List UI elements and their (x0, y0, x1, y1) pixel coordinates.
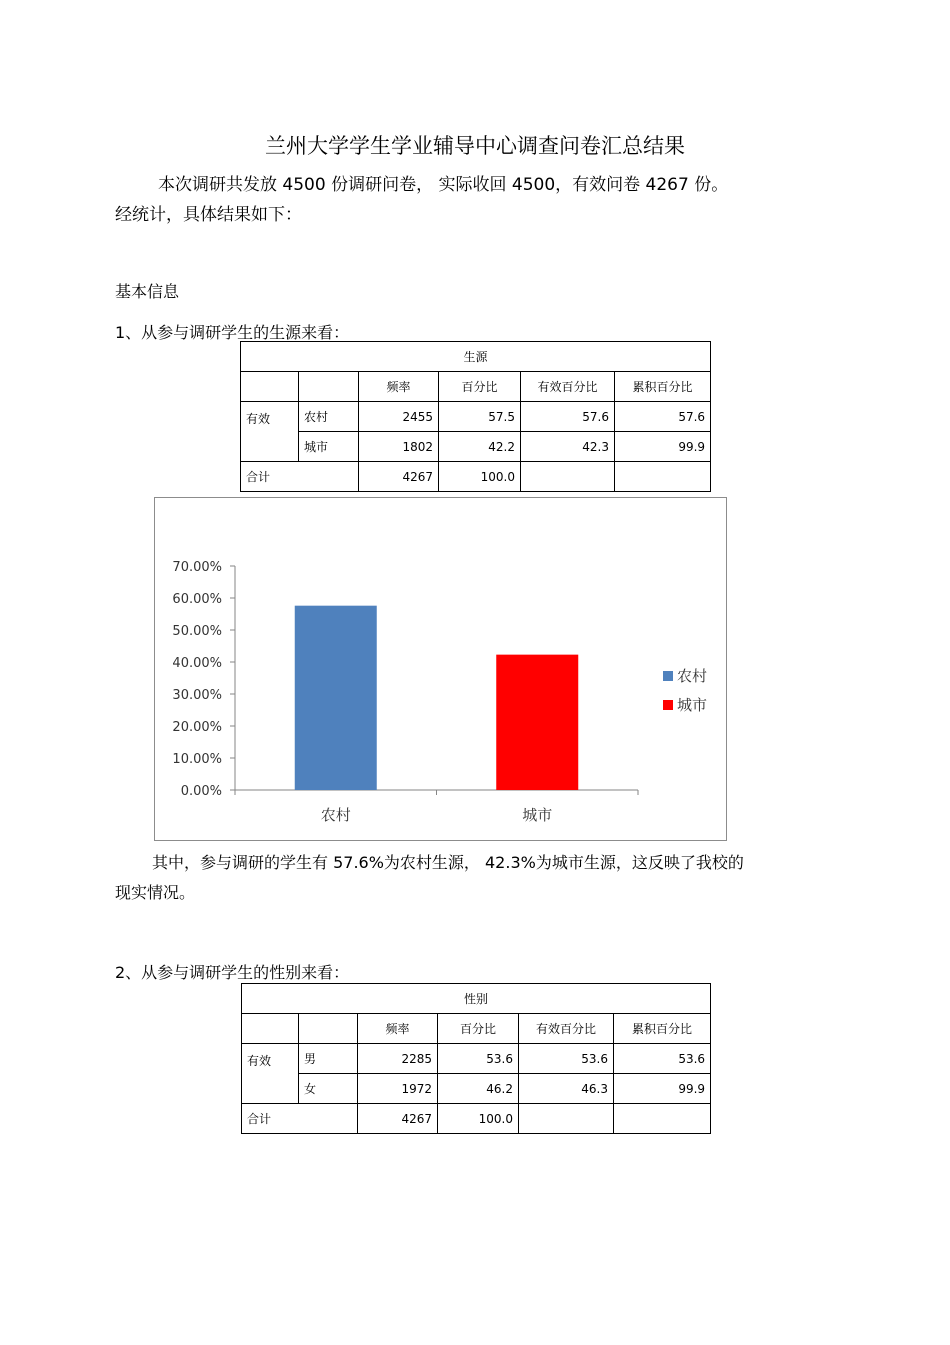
table-cell: 2285 (358, 1044, 438, 1074)
table-cell: 46.2 (438, 1074, 519, 1104)
col-header: 累积百分比 (614, 1014, 711, 1044)
table-caption: 生源 (241, 342, 711, 372)
y-tick-label: 60.00% (172, 592, 222, 607)
gender-table (241, 983, 711, 1134)
col-header: 频率 (359, 372, 439, 402)
table-row (241, 402, 711, 432)
origin-table (240, 341, 711, 492)
section1-conclusion: 其中，参与调研的学生有 57.6%为农村生源， 42.3%为城市生源，这反映了我校的 (152, 853, 744, 872)
total-label: 合计 (242, 1104, 358, 1134)
table-cell (521, 462, 615, 492)
bar-rural (295, 606, 377, 790)
bar-urban (496, 655, 578, 790)
table-cell: 100.0 (439, 462, 521, 492)
table-row (242, 1044, 711, 1074)
table-cell: 53.6 (614, 1044, 711, 1074)
table-cell: 42.3 (521, 432, 615, 462)
page-title: 兰州大学学生学业辅导中心调查问卷汇总结果 (265, 134, 685, 158)
table-cell: 53.6 (438, 1044, 519, 1074)
table-cell: 1972 (358, 1074, 438, 1104)
total-label: 合计 (241, 462, 359, 492)
table-cell: 1802 (359, 432, 439, 462)
table-cell: 100.0 (438, 1104, 519, 1134)
origin-bar-chart (154, 497, 727, 841)
x-category-label: 城市 (522, 806, 553, 824)
table-total-row (242, 1104, 711, 1134)
section1-heading: 1、从参与调研学生的生源来看： (115, 323, 350, 342)
intro-paragraph-cont: 经统计，具体结果如下： (115, 205, 302, 225)
row-label: 女 (299, 1074, 358, 1104)
basic-info-heading: 基本信息 (115, 282, 180, 301)
table-cell (614, 1104, 711, 1134)
row-label: 农村 (299, 402, 359, 432)
x-category-label: 农村 (320, 806, 351, 824)
y-tick-label: 10.00% (172, 752, 222, 767)
y-tick-label: 50.00% (172, 624, 222, 639)
table-cell: 42.2 (439, 432, 521, 462)
table-cell: 57.6 (521, 402, 615, 432)
table-cell: 99.9 (615, 432, 711, 462)
table-caption: 性别 (242, 984, 711, 1014)
group-label: 有效 (241, 402, 299, 462)
section1-conclusion-cont: 现实情况。 (115, 883, 196, 902)
table-cell (519, 1104, 614, 1134)
y-tick-label: 0.00% (180, 784, 222, 799)
table-cell: 57.6 (615, 402, 711, 432)
table-cell: 4267 (359, 462, 439, 492)
table-cell: 99.9 (614, 1074, 711, 1104)
table-total-row (241, 462, 711, 492)
col-header: 有效百分比 (519, 1014, 614, 1044)
col-header: 百分比 (439, 372, 521, 402)
col-header: 有效百分比 (521, 372, 615, 402)
table-cell: 53.6 (519, 1044, 614, 1074)
legend-swatch (663, 700, 673, 710)
legend-swatch (663, 671, 673, 681)
row-label: 城市 (299, 432, 359, 462)
table-cell: 46.3 (519, 1074, 614, 1104)
y-tick-label: 70.00% (172, 560, 222, 575)
table-row (241, 432, 711, 462)
col-header: 频率 (358, 1014, 438, 1044)
group-label: 有效 (242, 1044, 299, 1104)
table-cell: 2455 (359, 402, 439, 432)
table-cell (615, 462, 711, 492)
table-row (242, 1074, 711, 1104)
section2-heading: 2、从参与调研学生的性别来看： (115, 963, 350, 982)
legend-label: 城市 (677, 696, 708, 714)
y-tick-label: 40.00% (172, 656, 222, 671)
row-label: 男 (299, 1044, 358, 1074)
y-tick-label: 20.00% (172, 720, 222, 735)
table-cell: 4267 (358, 1104, 438, 1134)
table-cell: 57.5 (439, 402, 521, 432)
y-tick-label: 30.00% (172, 688, 222, 703)
intro-paragraph: 本次调研共发放 4500 份调研问卷， 实际收回 4500，有效问卷 4267 份。 (158, 175, 729, 195)
chart-canvas (155, 498, 726, 840)
col-header: 百分比 (438, 1014, 519, 1044)
legend-label: 农村 (677, 667, 708, 685)
col-header: 累积百分比 (615, 372, 711, 402)
